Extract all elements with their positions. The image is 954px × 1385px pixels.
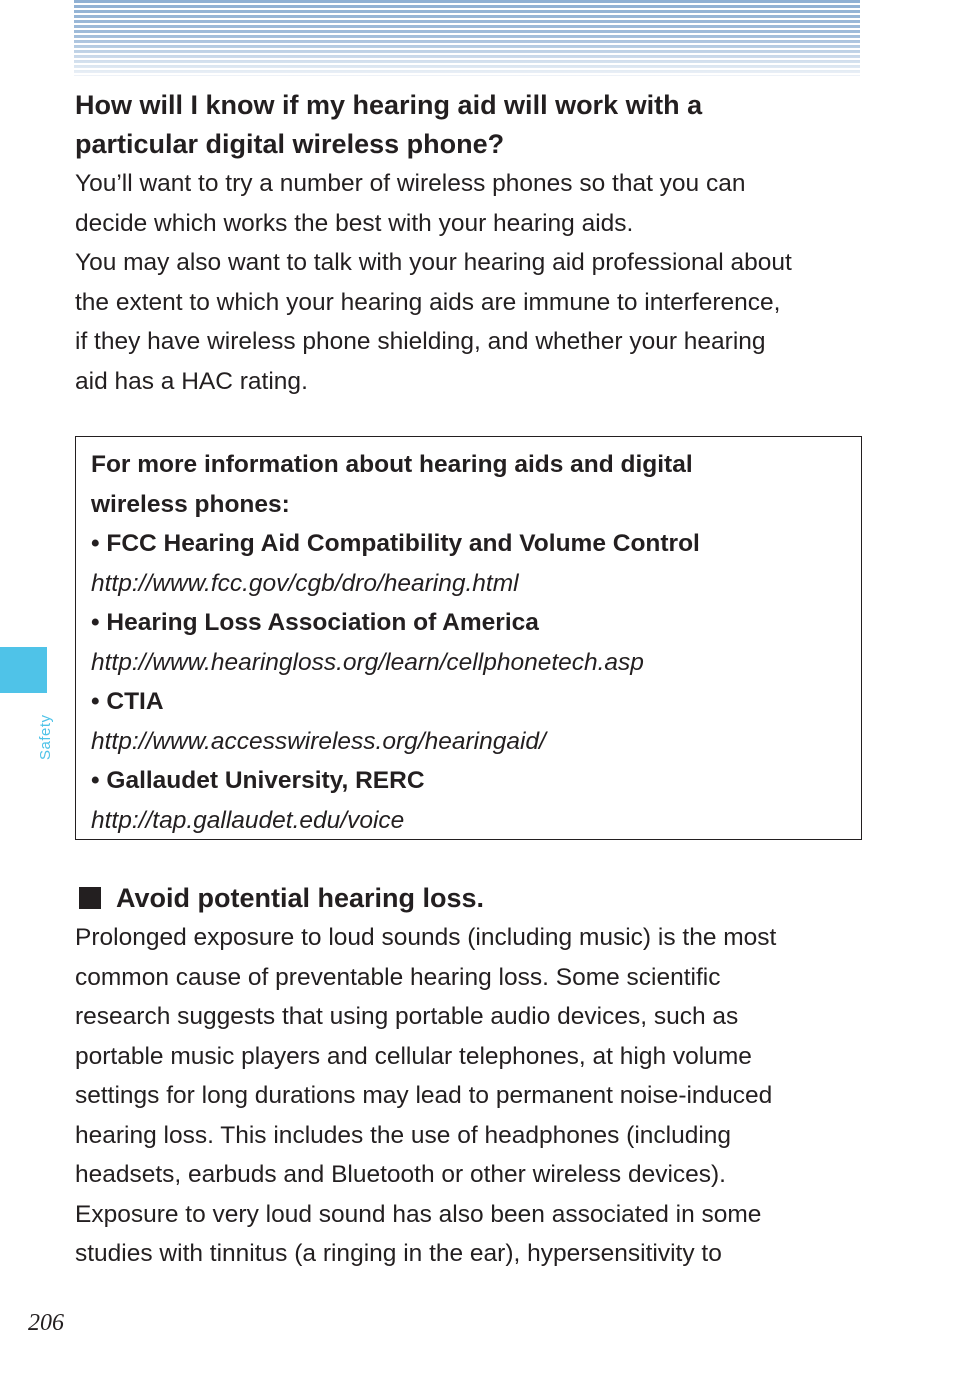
- body-line: Prolonged exposure to loud sounds (including music) is the most: [75, 924, 777, 951]
- question-section: [75, 86, 865, 401]
- body-line: the extent to which your hearing aids are immune to interference,: [75, 288, 781, 316]
- resource-title-gallaudet: • Gallaudet University, RERC: [91, 767, 425, 794]
- body-line: portable music players and cellular telephones, at high volume: [75, 1042, 752, 1070]
- section-heading-text: Avoid potential hearing loss.: [116, 883, 485, 913]
- hearing-loss-section: [75, 878, 865, 1274]
- body-line: headsets, earbuds and Bluetooth or other wireless devices).: [75, 1161, 726, 1188]
- section-tab-label: Safety: [37, 714, 54, 760]
- body-line: You may also want to talk with your hearing aid professional about: [75, 249, 792, 276]
- info-box-heading-line-2: wireless phones:: [91, 490, 290, 518]
- body-line: aid has a HAC rating.: [75, 367, 308, 395]
- resource-link-hlaa[interactable]: http://www.hearingloss.org/learn/cellphonetech.asp: [91, 648, 644, 676]
- body-line: common cause of preventable hearing loss. Some scientific: [75, 963, 721, 991]
- section-heading: [75, 878, 865, 918]
- body-line: Exposure to very loud sound has also been associated in some: [75, 1200, 762, 1228]
- resource-link-fcc[interactable]: http://www.fcc.gov/cgb/dro/hearing.html: [91, 569, 519, 597]
- section-tab-marker: [0, 647, 47, 693]
- body-line: settings for long durations may lead to permanent noise-induced: [75, 1082, 773, 1109]
- question-heading-line-2: particular digital wireless phone?: [75, 129, 505, 159]
- black-square-bullet-icon: [79, 887, 101, 909]
- resource-link-gallaudet[interactable]: http://tap.gallaudet.edu/voice: [91, 806, 405, 834]
- page-number: 206: [28, 1310, 64, 1336]
- body-line: if they have wireless phone shielding, and whether your hearing: [75, 328, 766, 355]
- resource-link-ctia[interactable]: http://www.accesswireless.org/hearingaid/: [91, 727, 546, 755]
- more-info-box: [75, 436, 862, 840]
- info-box-heading-line-1: For more information about hearing aids and digital: [91, 451, 693, 478]
- question-heading-line-1: How will I know if my hearing aid will work with a: [75, 90, 703, 120]
- resource-title-hlaa: • Hearing Loss Association of America: [91, 609, 539, 636]
- body-line: You’ll want to try a number of wireless phones so that you can: [75, 170, 746, 197]
- resource-title-fcc: • FCC Hearing Aid Compatibility and Volume Control: [91, 530, 700, 557]
- body-line: hearing loss. This includes the use of headphones (including: [75, 1121, 732, 1149]
- body-line: research suggests that using portable audio devices, such as: [75, 1003, 739, 1030]
- body-line: studies with tinnitus (a ringing in the ear), hypersensitivity to: [75, 1240, 722, 1267]
- header-decorative-band: [74, 0, 860, 76]
- body-line: decide which works the best with your hearing aids.: [75, 209, 634, 237]
- resource-title-ctia: • CTIA: [91, 688, 164, 715]
